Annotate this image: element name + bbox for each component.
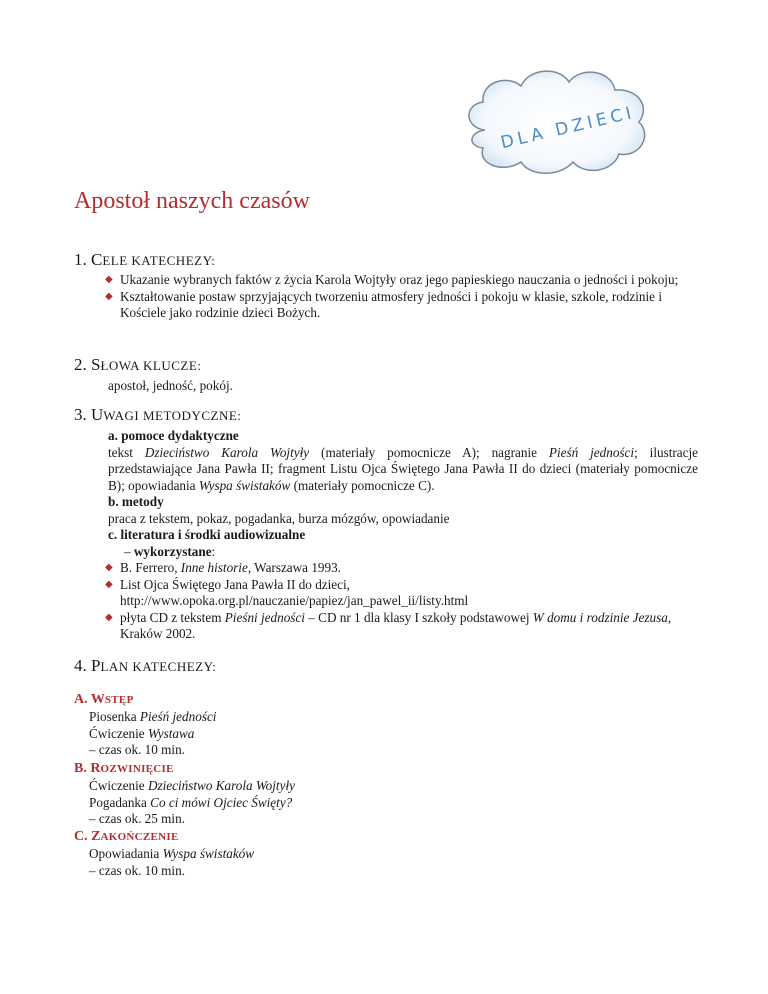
list-item: ◆ Ukazanie wybranych faktów z życia Karola Wojtyły oraz jego papieskiego nauczania o jedności i pokoju;	[108, 272, 698, 289]
plan-wstep-content: Piosenka Pieśń jedności Ćwiczenie Wystawa – czas ok. 10 min.	[89, 709, 217, 757]
list-item: ◆ List Ojca Świętego Jana Pawła II do dzieci, http://www.opoka.org.pl/nauczanie/papiez/jan_pawel_ii/listy.html	[108, 577, 698, 610]
section-heading-uwagi: 3. UWAGI METODYCZNE:	[74, 405, 242, 424]
list-item: ◆ B. Ferrero, Inne historie, Warszawa 1993.	[108, 560, 698, 577]
plan-zakonczenie-content: Opowiadania Wyspa świstaków – czas ok. 10 min.	[89, 846, 255, 878]
plan-heading-zakonczenie: C. ZAKOŃCZENIE	[74, 829, 179, 844]
section-heading-slowa: 2. SŁOWA KLUCZE:	[74, 355, 202, 374]
subheading-pomoce: a. pomoce dydaktyczne	[108, 428, 239, 443]
list-item: ◆ Kształtowanie postaw sprzyjających tworzeniu atmosfery jedności i pokoju w klasie, szkole, rodzinie i Kościele jako rodzinie dzieci Bożych.	[108, 289, 698, 322]
subheading-wykorzystane: – wykorzystane:	[124, 543, 216, 559]
section-uwagi-content	[108, 428, 698, 643]
subheading-metody: b. metody	[108, 494, 164, 509]
list-item: ◆ płyta CD z tekstem Pieśni jedności – CD nr 1 dla klasy I szkoły podstawowej W domu i rodzinie Jezusa, Kraków 2002.	[108, 610, 698, 643]
section-cele-content	[108, 272, 698, 322]
keywords-text: apostoł, jedność, pokój.	[108, 378, 233, 393]
pomoce-text: tekst Dzieciństwo Karola Wojtyły (materiały pomocnicze A); nagranie Pieśń jedności; ilustracje przedstawiające Jana Pawła II; fragment Listu Ojca Świętego Jana Pawła II do dzieci (materiały pomocnicze B); opowiadania Wyspa świstaków (materiały pomocnicze C).	[108, 444, 698, 493]
cloud-label: DLA DZIECI	[498, 102, 638, 154]
plan-heading-wstep: A. WSTĘP	[74, 692, 134, 707]
section-heading-plan: 4. PLAN KATECHEZY:	[74, 656, 217, 675]
plan-rozwiniecie-content: Ćwiczenie Dzieciństwo Karola Wojtyły Pogadanka Co ci mówi Ojciec Święty? – czas ok. 25 min.	[89, 778, 295, 826]
page-title: Apostoł naszych czasów	[74, 188, 310, 214]
subheading-literatura: c. literatura i środki audiowizualne	[108, 527, 306, 542]
plan-heading-rozwiniecie: B. ROZWINIĘCIE	[74, 761, 174, 776]
metody-text: praca z tekstem, pokaz, pogadanka, burza mózgów, opowiadanie	[108, 510, 450, 526]
section-heading-cele: 1. CELE KATECHEZY:	[74, 250, 216, 269]
